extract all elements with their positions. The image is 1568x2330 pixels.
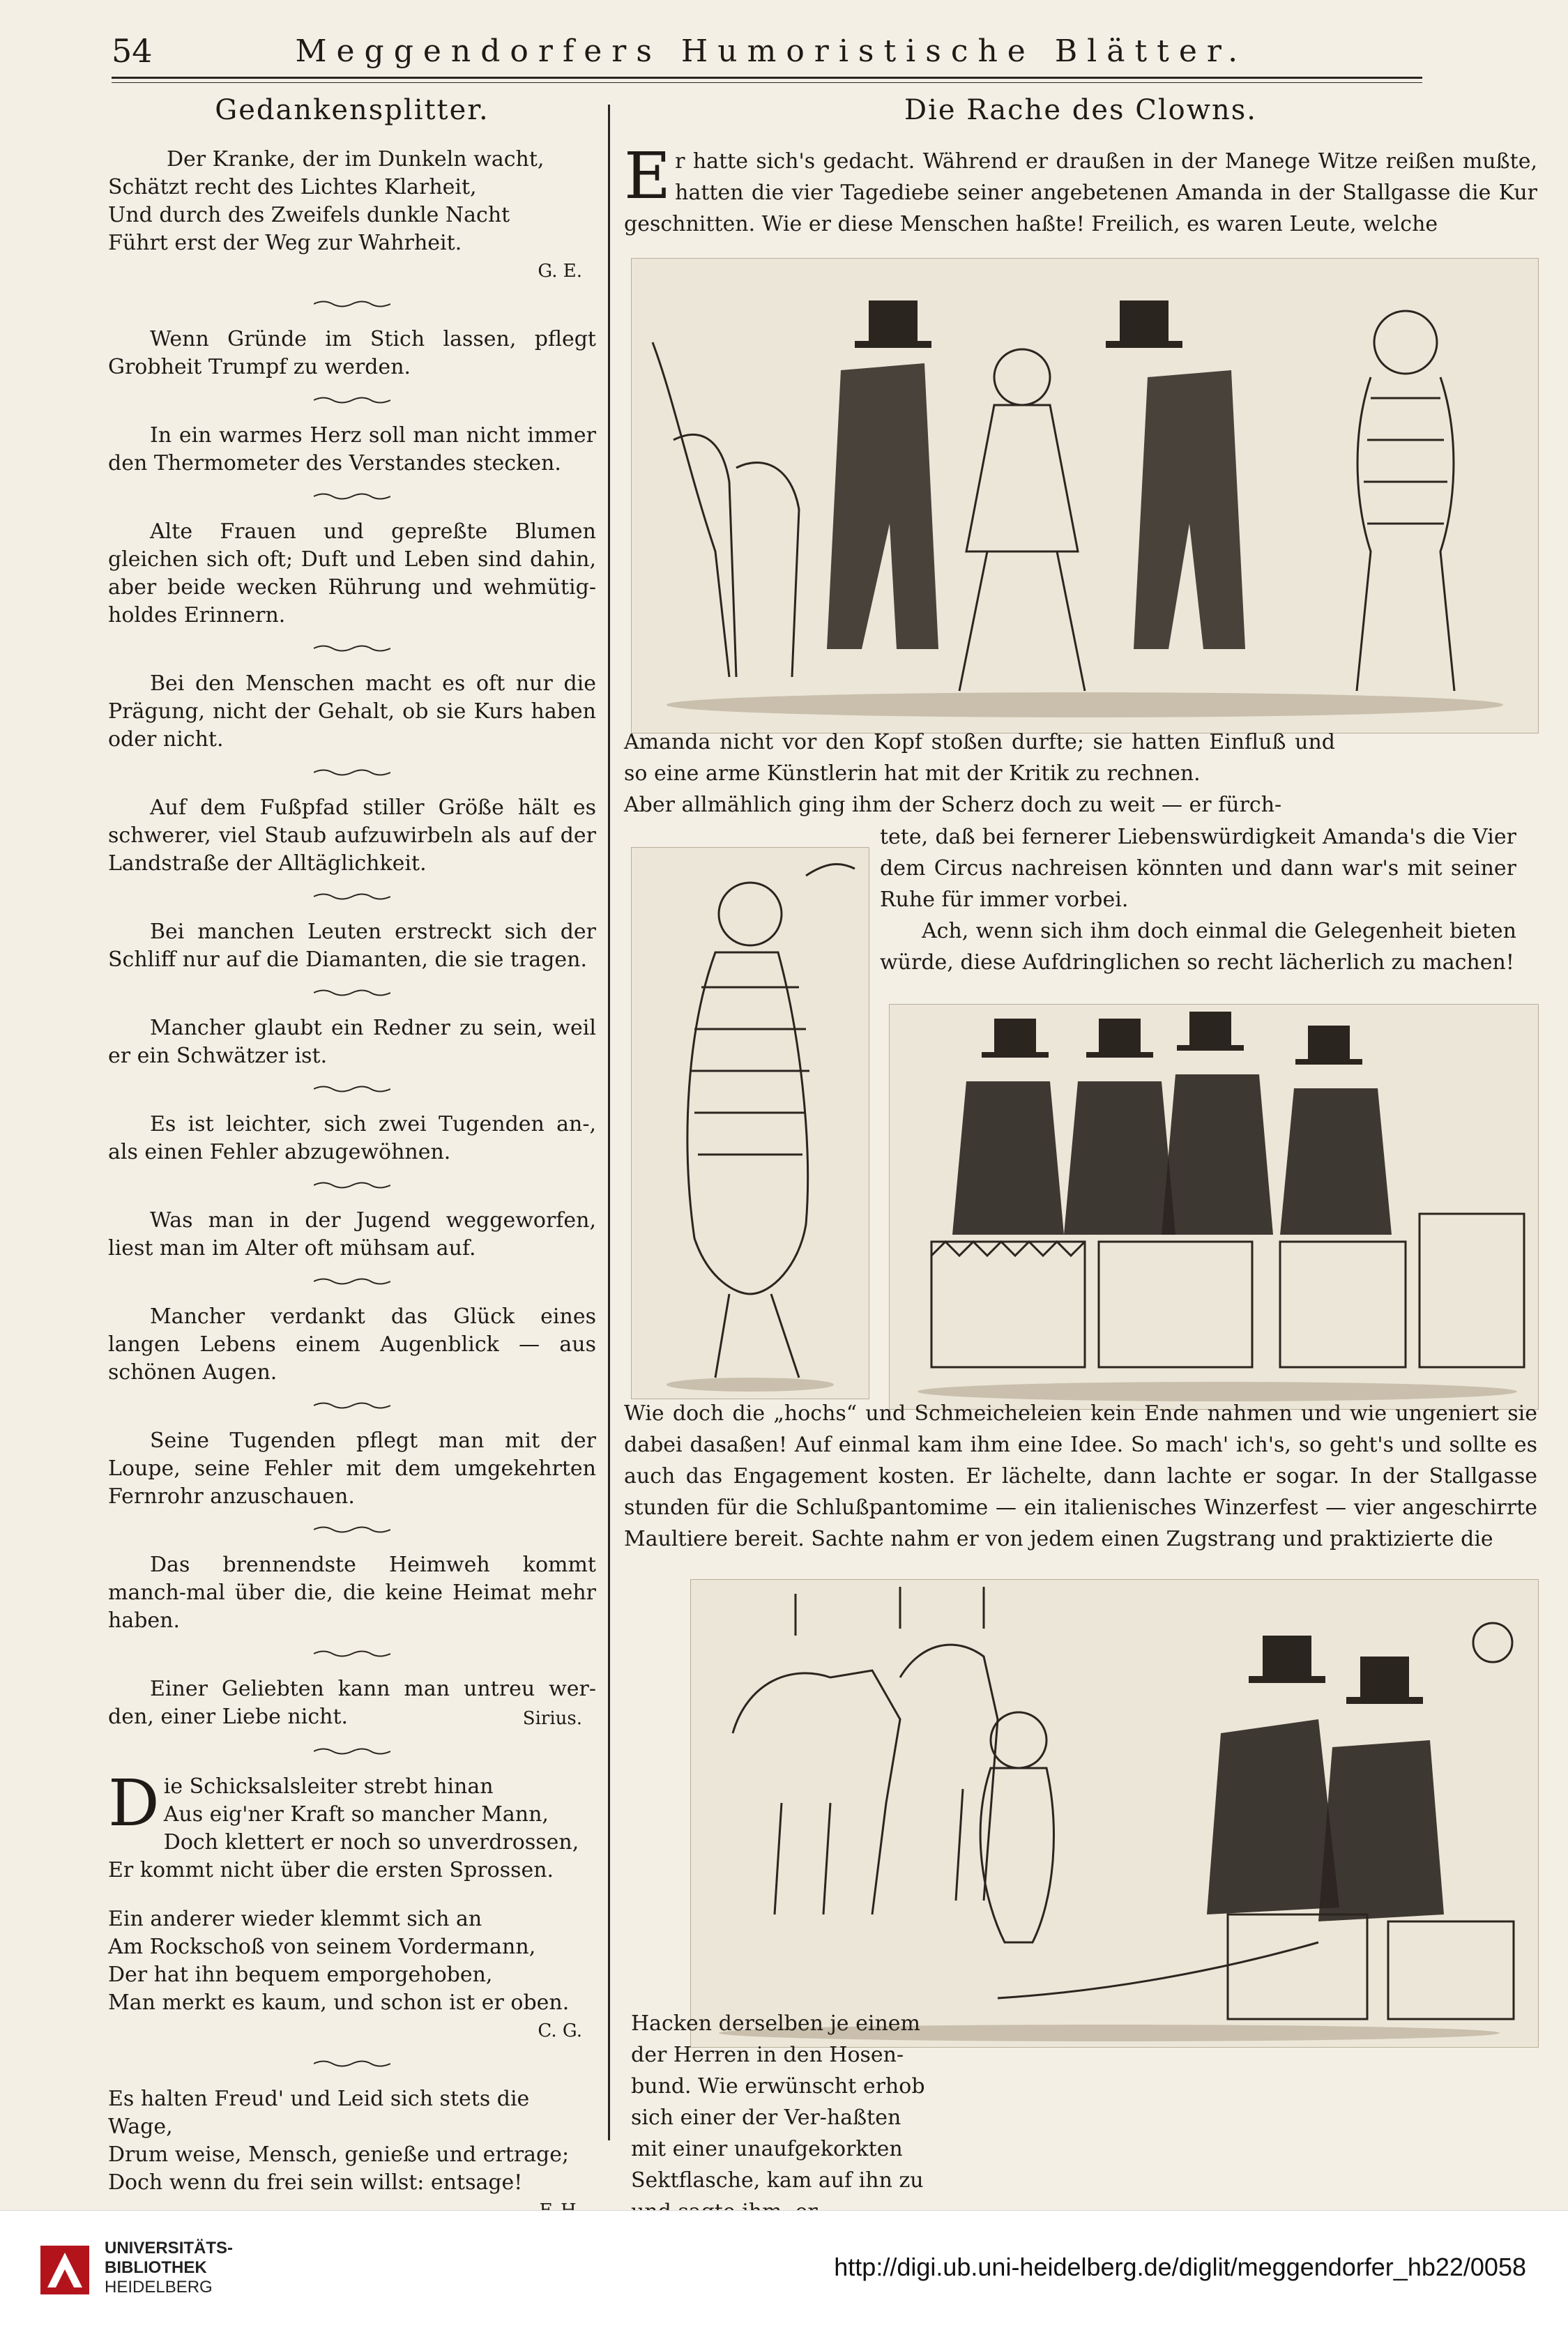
separator-ornament bbox=[314, 768, 390, 777]
separator-ornament bbox=[314, 492, 390, 501]
aphorism-8 bbox=[108, 1014, 596, 1070]
poem-stanza-gap bbox=[108, 1884, 596, 1905]
library-name-line: UNIVERSITÄTS- bbox=[105, 2239, 234, 2257]
story-text: Hacken derselben je einem der Herren in den Hosen-bund. Wie erwünscht erhob sich einer der Ver-haßten mit einer unaufgekorkten Sektflasche, kam auf ihn zu bbox=[631, 2011, 925, 2193]
poem-line: ie Schicksalsleiter strebt hinan bbox=[163, 1774, 494, 1799]
aphorism-text: Das brennendste Heimweh kommt manch-mal über die, die keine Heimat mehr haben. bbox=[108, 1553, 596, 1633]
drop-cap: E bbox=[624, 139, 671, 213]
separator-ornament bbox=[314, 1649, 390, 1659]
story-text: Aber allmählich ging ihm der Scherz doch zu weit — er fürch- bbox=[624, 793, 1282, 817]
aphorism-line: Und durch des Zweifels dunkle Nacht bbox=[108, 203, 510, 227]
aphorism-14 bbox=[108, 1675, 596, 1733]
separator-ornament bbox=[314, 395, 390, 405]
separator-ornament bbox=[314, 1746, 390, 1756]
aphorism-text: Wenn Gründe im Stich lassen, pflegt Grobheit Trumpf zu werden. bbox=[108, 327, 596, 379]
separator-ornament bbox=[314, 1180, 390, 1190]
poem-schicksalsleiter bbox=[108, 1766, 596, 2045]
story-text: Ach, wenn sich ihm doch einmal die Gelegenheit bieten würde, diese Aufdringlichen so recht lächerlich zu machen! bbox=[880, 919, 1516, 975]
page-number: 54 bbox=[112, 32, 153, 70]
illustration-clown-walking bbox=[631, 847, 869, 1399]
running-head bbox=[112, 26, 1422, 75]
separator-ornament bbox=[314, 1401, 390, 1410]
aphorism-text: Was man in der Jugend weggeworfen, liest man im Alter oft mühsam auf. bbox=[108, 1208, 596, 1261]
aphorism-3 bbox=[108, 422, 596, 478]
aphorism-line: Führt erst der Weg zur Wahrheit. bbox=[108, 231, 462, 255]
aphorism-text: Alte Frauen und gepreßte Blumen gleichen sich oft; Duft und Leben sind dahin, aber beide wecken Rührung und wehmütig-holdes Erinnern. bbox=[108, 519, 596, 627]
signature: Sirius. bbox=[522, 1708, 582, 1729]
library-logo-icon bbox=[33, 2239, 96, 2301]
poem-line: Doch klettert er noch so unverdrossen, bbox=[163, 1830, 579, 1855]
poem-line: Man merkt es kaum, und schon ist er oben. bbox=[108, 1990, 570, 2015]
poem-line: Aus eig'ner Kraft so mancher Mann, bbox=[163, 1802, 549, 1827]
aphorism-7 bbox=[108, 918, 596, 974]
journal-title: Meggendorfers Humoristische Blätter. bbox=[295, 33, 1248, 69]
engraving-scene-3 bbox=[890, 1005, 1538, 1409]
aphorism-1 bbox=[108, 146, 596, 285]
right-column bbox=[624, 94, 1537, 240]
aphorism-line: Der Kranke, der im Dunkeln wacht, bbox=[167, 147, 545, 172]
library-name-line: HEIDELBERG bbox=[105, 2278, 213, 2297]
story-paragraph-5 bbox=[631, 2008, 931, 2228]
illustration-gentlemen-seated bbox=[889, 1004, 1539, 1410]
separator-ornament bbox=[314, 1525, 390, 1535]
drop-cap: D bbox=[108, 1766, 160, 1841]
poem-line: Es halten Freud' und Leid sich stets die Wage, bbox=[108, 2087, 530, 2139]
illustration-clown-revenge bbox=[690, 1579, 1539, 2048]
separator-ornament bbox=[314, 892, 390, 901]
engraving-scene-1 bbox=[632, 259, 1538, 733]
gedankensplitter-title: Gedankensplitter. bbox=[215, 94, 489, 126]
engraving-scene-4 bbox=[691, 1580, 1538, 2047]
aphorism-text: Mancher verdankt das Glück eines langen Lebens einem Augenblick — aus schönen Augen. bbox=[108, 1304, 596, 1385]
poem-line: Doch wenn du frei sein willst: entsage! bbox=[108, 2170, 523, 2195]
aphorism-text: In ein warmes Herz soll man nicht immer den Thermometer des Verstandes stecken. bbox=[108, 423, 596, 475]
story-paragraph-1 bbox=[624, 139, 1537, 240]
story-text: tete, daß bei fernerer Liebenswürdigkeit Amanda's die Vier dem Circus nachreisen könnten und dann war's mit seiner Ruhe für immer vorbei. bbox=[880, 825, 1516, 912]
poem-line: Er kommt nicht über die ersten Sprossen. bbox=[108, 1858, 554, 1882]
left-column bbox=[108, 94, 596, 2225]
aphorism-6 bbox=[108, 794, 596, 878]
signature: G. E. bbox=[538, 261, 582, 282]
signature: C. G. bbox=[538, 2020, 582, 2041]
aphorism-5 bbox=[108, 670, 596, 754]
aphorism-text: Mancher glaubt ein Redner zu sein, weil er ein Schwätzer ist. bbox=[108, 1016, 596, 1068]
aphorism-text: Einer Geliebten kann man untreu wer-den, einer Liebe nicht. bbox=[108, 1677, 596, 1729]
separator-ornament bbox=[314, 299, 390, 309]
aphorism-12 bbox=[108, 1427, 596, 1511]
separator-ornament bbox=[314, 2059, 390, 2069]
aphorism-text: Es ist leichter, sich zwei Tugenden an-, als einen Fehler abzugewöhnen. bbox=[108, 1112, 596, 1164]
header-rule-thin bbox=[112, 82, 1422, 83]
aphorism-text: Seine Tugenden pflegt man mit der Loupe, seine Fehler mit dem umgekehrten Fernrohr anzuschauen. bbox=[108, 1429, 596, 1509]
aphorism-13 bbox=[108, 1551, 596, 1635]
poem-line: Drum weise, Mensch, genieße und ertrage; bbox=[108, 2142, 570, 2167]
separator-ornament bbox=[314, 1277, 390, 1286]
library-name-line: BIBLIOTHEK bbox=[105, 2258, 207, 2277]
aphorism-text: Bei den Menschen macht es oft nur die Prägung, nicht der Gehalt, ob sie Kurs haben oder nicht. bbox=[108, 671, 596, 752]
aphorism-11 bbox=[108, 1303, 596, 1387]
separator-ornament bbox=[314, 988, 390, 998]
aphorism-text: Bei manchen Leuten erstreckt sich der Schliff nur auf die Diamanten, die sie tragen. bbox=[108, 920, 596, 972]
story-text: Wie doch die „hochs“ und Schmeicheleien kein Ende nahmen und wie ungeniert sie dabei dasaßen! Auf einmal kam ihm eine Idee. So mach' ich's, so geht's und sollte es auch das Engagement kosten. Er lächelte, dann lachte er sogar. In der Stallgasse stunden für die Schlußpantomime — ein italienisches Winzerfest — vier angeschirrte Maultiere bereit. Sachte nahm er von jedem einen Zugstrang und praktizierte die bbox=[624, 1401, 1537, 1551]
source-url-link[interactable]: http://digi.ub.uni-heidelberg.de/diglit/meggendorfer_hb22/0058 bbox=[834, 2253, 1526, 2281]
engraving-scene-2 bbox=[632, 848, 869, 1399]
aphorism-4 bbox=[108, 518, 596, 630]
story-title: Die Rache des Clowns. bbox=[904, 94, 1257, 126]
poem-line: Am Rockschoß von seinem Vordermann, bbox=[108, 1935, 536, 1959]
aphorism-line: Schätzt recht des Lichtes Klarheit, bbox=[108, 175, 477, 199]
story-paragraph-4 bbox=[624, 1398, 1537, 1555]
illustration-clown-watching bbox=[631, 258, 1539, 733]
separator-ornament bbox=[314, 644, 390, 653]
story-paragraph-3 bbox=[880, 821, 1516, 978]
poem-entsage bbox=[108, 2085, 596, 2225]
library-name bbox=[105, 2239, 233, 2297]
aphorism-2 bbox=[108, 326, 596, 381]
aphorism-9 bbox=[108, 1111, 596, 1166]
poem-line: Ein anderer wieder klemmt sich an bbox=[108, 1907, 482, 1931]
separator-ornament bbox=[314, 1084, 390, 1094]
story-text: r hatte sich's gedacht. Während er draußen in der Manege Witze reißen mußte, hatten die vier Tagediebe seiner angebetenen Amanda in der Stallgasse die Kur geschnitten. Wie er diese Menschen haßte! Freilich, es waren Leute, welche bbox=[624, 149, 1537, 236]
aphorism-text: Auf dem Fußpfad stiller Größe hält es schwerer, viel Staub aufzuwirbeln als auf der Landstraße der Alltäglichkeit. bbox=[108, 795, 596, 876]
story-text: Amanda nicht vor den Kopf stoßen durfte; sie hatten Einfluß und so eine arme Künstlerin hat mit der Kritik zu rechnen. bbox=[624, 730, 1335, 786]
poem-line: Der hat ihn bequem emporgehoben, bbox=[108, 1963, 493, 1987]
header-rule bbox=[112, 77, 1422, 79]
digitization-footer bbox=[0, 2210, 1568, 2330]
story-paragraph-2 bbox=[624, 726, 1335, 821]
aphorism-10 bbox=[108, 1207, 596, 1263]
column-divider bbox=[608, 105, 610, 2140]
